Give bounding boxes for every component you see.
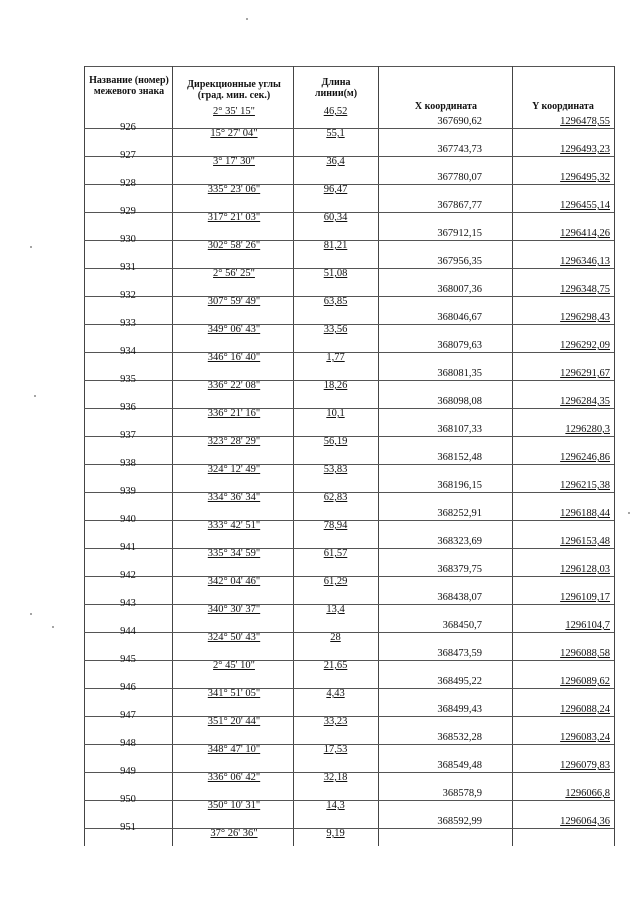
- point-name: 942: [120, 570, 136, 581]
- x-coordinate: 368438,07: [437, 592, 482, 603]
- x-coordinate: 368152,48: [437, 452, 482, 463]
- segment-length: 10,1: [326, 408, 345, 419]
- direction-angle: 3° 17' 30": [213, 156, 255, 167]
- table-row: [0, 674, 640, 702]
- y-coordinate: 1296298,43: [560, 312, 610, 323]
- segment-length: 60,34: [323, 212, 348, 223]
- point-name: 950: [120, 794, 136, 805]
- point-name: 951: [120, 822, 136, 833]
- header-length: [300, 72, 372, 104]
- segment-length: 4,43: [326, 688, 345, 699]
- direction-angle: 340° 30' 37": [207, 604, 261, 615]
- direction-angle: 334° 36' 34": [207, 492, 261, 503]
- x-coordinate: 368081,35: [437, 368, 482, 379]
- point-name: 928: [120, 178, 136, 189]
- point-name: 932: [120, 290, 136, 301]
- x-coordinate: 368107,33: [437, 424, 482, 435]
- table-row: [0, 590, 640, 618]
- x-coordinate: 367690,62: [437, 116, 482, 127]
- table-row: [0, 198, 640, 226]
- x-coordinate: 368046,67: [437, 312, 482, 323]
- table-row: [0, 702, 640, 730]
- direction-angle: 335° 23' 06": [207, 184, 261, 195]
- segment-length: 1,77: [326, 352, 345, 363]
- point-name: 931: [120, 262, 136, 273]
- direction-angle: 336° 21' 16": [207, 408, 261, 419]
- point-name: 933: [120, 318, 136, 329]
- x-coordinate: 367912,15: [437, 228, 482, 239]
- y-coordinate: 1296088,58: [560, 648, 610, 659]
- y-coordinate: 1296284,35: [560, 396, 610, 407]
- table-row: [0, 506, 640, 534]
- point-name: 940: [120, 514, 136, 525]
- y-coordinate: 1296493,23: [560, 144, 610, 155]
- segment-length: 96,47: [323, 184, 348, 195]
- table-row: [0, 562, 640, 590]
- x-coordinate: 368450,7: [442, 620, 482, 631]
- table-row: [0, 758, 640, 786]
- y-coordinate: 1296346,13: [560, 256, 610, 267]
- y-coordinate: 1296079,83: [560, 760, 610, 771]
- y-coordinate: 1296128,03: [560, 564, 610, 575]
- segment-length: 13,4: [326, 604, 345, 615]
- direction-angle: 2° 56' 25": [213, 268, 255, 279]
- y-coordinate: 1296089,62: [560, 676, 610, 687]
- first-segment-angle: 2° 35' 15": [213, 106, 255, 117]
- x-coordinate: 368379,75: [437, 564, 482, 575]
- y-coordinate: 1296455,14: [560, 200, 610, 211]
- x-coordinate: 368532,28: [437, 732, 482, 743]
- direction-angle: 333° 42' 51": [207, 520, 261, 531]
- x-coordinate: 368578,9: [442, 788, 482, 799]
- point-name: 930: [120, 234, 136, 245]
- point-name: 937: [120, 430, 136, 441]
- direction-angle: 15° 27' 04": [210, 128, 258, 139]
- y-coordinate: 1296066,8: [565, 788, 610, 799]
- point-name: 927: [120, 150, 136, 161]
- point-name: 938: [120, 458, 136, 469]
- table-row: [0, 534, 640, 562]
- x-coordinate: 368196,15: [437, 480, 482, 491]
- segment-length: 9,19: [326, 828, 345, 839]
- y-coordinate: 1296153,48: [560, 536, 610, 547]
- segment-length: 63,85: [323, 296, 348, 307]
- point-name: 926: [120, 122, 136, 133]
- point-name: 935: [120, 374, 136, 385]
- scan-speck: [628, 512, 630, 514]
- table-row: [0, 394, 640, 422]
- table-row: [0, 282, 640, 310]
- header-y: [512, 90, 614, 112]
- direction-angle: 341° 51' 05": [207, 688, 261, 699]
- y-coordinate: 1296292,09: [560, 340, 610, 351]
- point-name: 929: [120, 206, 136, 217]
- segment-length: 32,18: [323, 772, 348, 783]
- table-row: [0, 730, 640, 758]
- segment-length: 62,83: [323, 492, 348, 503]
- point-name: 948: [120, 738, 136, 749]
- x-coordinate: 368549,48: [437, 760, 482, 771]
- table-row: [0, 786, 640, 814]
- table-row: [0, 814, 640, 842]
- table-row: [0, 170, 640, 198]
- y-coordinate: 1296348,75: [560, 284, 610, 295]
- segment-length: 56,19: [323, 436, 348, 447]
- point-name: 943: [120, 598, 136, 609]
- table-row: [0, 114, 640, 142]
- x-coordinate: 367867,77: [437, 200, 482, 211]
- direction-angle: 349° 06' 43": [207, 324, 261, 335]
- point-name: 936: [120, 402, 136, 413]
- direction-angle: 324° 12' 49": [207, 464, 261, 475]
- header-length-text: Длина линии(м): [314, 77, 358, 99]
- segment-length: 78,94: [323, 520, 348, 531]
- direction-angle: 323° 28' 29": [207, 436, 261, 447]
- direction-angle: 307° 59' 49": [207, 296, 261, 307]
- point-name: 947: [120, 710, 136, 721]
- boundary-points-table: [0, 114, 640, 842]
- point-name: 945: [120, 654, 136, 665]
- header-name: [86, 66, 172, 106]
- x-coordinate: 367780,07: [437, 172, 482, 183]
- scan-speck: [30, 246, 32, 248]
- x-coordinate: 367956,35: [437, 256, 482, 267]
- y-coordinate: 1296246,86: [560, 452, 610, 463]
- direction-angle: 302° 58' 26": [207, 240, 261, 251]
- header-y-text: Y координата: [532, 101, 594, 112]
- direction-angle: 335° 34' 59": [207, 548, 261, 559]
- y-coordinate: 1296215,38: [560, 480, 610, 491]
- y-coordinate: 1296088,24: [560, 704, 610, 715]
- segment-length: 51,08: [323, 268, 348, 279]
- direction-angle: 336° 06' 42": [207, 772, 261, 783]
- segment-length: 18,26: [323, 380, 348, 391]
- y-coordinate: 1296104,7: [565, 620, 610, 631]
- y-coordinate: 1296414,26: [560, 228, 610, 239]
- y-coordinate: 1296064,36: [560, 816, 610, 827]
- table-row: [0, 646, 640, 674]
- segment-length: 21,65: [323, 660, 348, 671]
- y-coordinate: 1296083,24: [560, 732, 610, 743]
- segment-length: 61,57: [323, 548, 348, 559]
- point-name: 941: [120, 542, 136, 553]
- segment-length: 14,3: [326, 800, 345, 811]
- segment-length: 81,21: [323, 240, 348, 251]
- x-coordinate: 368079,63: [437, 340, 482, 351]
- table-row: [0, 478, 640, 506]
- segment-length: 55,1: [326, 128, 345, 139]
- direction-angle: 336° 22' 08": [207, 380, 261, 391]
- scan-speck: [52, 626, 54, 628]
- x-coordinate: 368098,08: [437, 396, 482, 407]
- y-coordinate: 1296188,44: [560, 508, 610, 519]
- direction-angle: 2° 45' 10": [213, 660, 255, 671]
- direction-angle: 350° 10' 31": [207, 800, 261, 811]
- segment-length: 36,4: [326, 156, 345, 167]
- table-row: [0, 450, 640, 478]
- table-row: [0, 422, 640, 450]
- x-coordinate: 368499,43: [437, 704, 482, 715]
- table-row: [0, 142, 640, 170]
- segment-length: 33,23: [323, 716, 348, 727]
- x-coordinate: 368007,36: [437, 284, 482, 295]
- table-row: [0, 226, 640, 254]
- direction-angle: 324° 50' 43": [207, 632, 261, 643]
- table-row: [0, 338, 640, 366]
- table-row: [0, 254, 640, 282]
- segment-length: 53,83: [323, 464, 348, 475]
- table-row: [0, 310, 640, 338]
- direction-angle: 37° 26' 36": [210, 828, 258, 839]
- segment-length: 28: [330, 632, 341, 643]
- segment-length: 61,29: [323, 576, 348, 587]
- scan-speck: [246, 18, 248, 20]
- point-name: 934: [120, 346, 136, 357]
- point-name: 939: [120, 486, 136, 497]
- x-coordinate: 368323,69: [437, 536, 482, 547]
- scan-speck: [34, 395, 36, 397]
- y-coordinate: 1296291,67: [560, 368, 610, 379]
- header-angles-text: Дирекционные углы (град. мин. сек.): [187, 79, 281, 101]
- header-angles: [176, 74, 292, 106]
- point-name: 944: [120, 626, 136, 637]
- x-coordinate: 367743,73: [437, 144, 482, 155]
- segment-length: 33,56: [323, 324, 348, 335]
- direction-angle: 342° 04' 46": [207, 576, 261, 587]
- direction-angle: 351° 20' 44": [207, 716, 261, 727]
- first-segment-length: 46,52: [323, 106, 348, 117]
- table-row: [0, 366, 640, 394]
- x-coordinate: 368592,99: [437, 816, 482, 827]
- header-x: [380, 90, 512, 112]
- y-coordinate: 1296495,32: [560, 172, 610, 183]
- header-x-text: X координата: [414, 101, 478, 112]
- segment-length: 17,53: [323, 744, 348, 755]
- x-coordinate: 368495,22: [437, 676, 482, 687]
- direction-angle: 348° 47' 10": [207, 744, 261, 755]
- point-name: 949: [120, 766, 136, 777]
- y-coordinate: 1296109,17: [560, 592, 610, 603]
- direction-angle: 346° 16' 40": [207, 352, 261, 363]
- direction-angle: 317° 21' 03": [207, 212, 261, 223]
- header-name-text: Название (номер) межевого знака: [89, 75, 169, 97]
- y-coordinate: 1296280,3: [565, 424, 610, 435]
- table-row: [0, 618, 640, 646]
- y-coordinate: 1296478,55: [560, 116, 610, 127]
- x-coordinate: 368473,59: [437, 648, 482, 659]
- x-coordinate: 368252,91: [437, 508, 482, 519]
- scan-speck: [30, 613, 32, 615]
- point-name: 946: [120, 682, 136, 693]
